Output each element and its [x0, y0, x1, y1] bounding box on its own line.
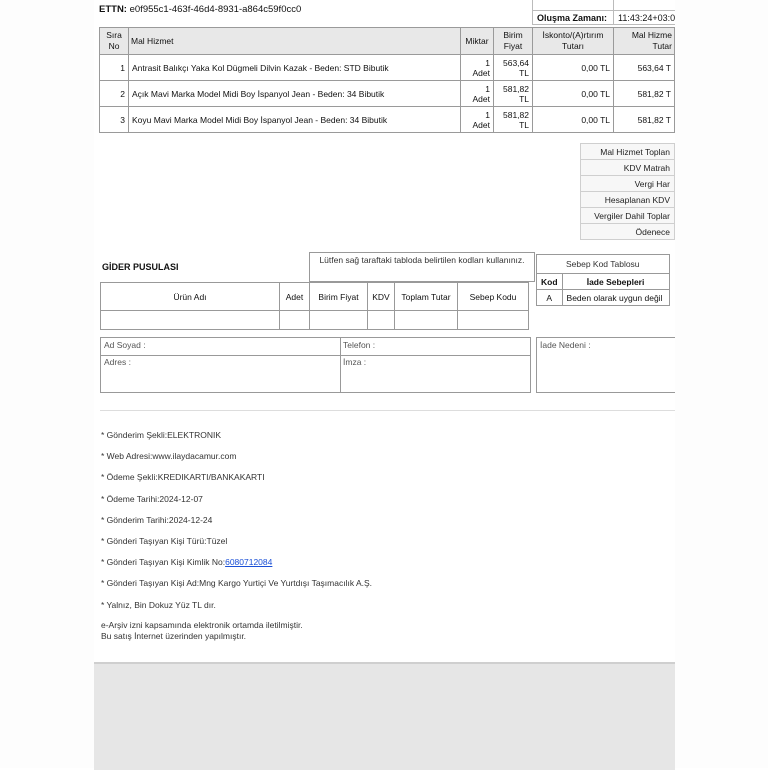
gider-note: Lütfen sağ taraftaki tabloda belirtilen kodları kullanınız. — [309, 252, 535, 282]
summary-hesaplanan-kdv: Hesaplanan KDV — [581, 192, 675, 208]
invoice-document — [94, 0, 675, 662]
row-price: 581,82 TL — [494, 107, 533, 133]
note-tasiyan-turu: * Gönderi Taşıyan Kişi Türü:Tüzel — [101, 535, 228, 546]
imza-label: İmza : — [343, 357, 367, 367]
olusma-label: Oluşma Zamanı: — [533, 11, 614, 25]
col-sebep-kodu: Sebep Kodu — [458, 283, 529, 311]
summary-kdv-matrah: KDV Matrah — [581, 160, 675, 176]
row-total: 563,64 T — [614, 55, 675, 81]
col-toplam-tutar: Toplam Tutar — [395, 283, 458, 311]
row-name: Antrasit Balıkçı Yaka Kol Dügmeli Dilvin Kazak - Beden: STD Bibutik — [129, 55, 461, 81]
contact-box — [100, 337, 531, 393]
col-adet: Adet — [280, 283, 310, 311]
table-row — [537, 290, 670, 306]
col-birim-fiyat: Birim Fiyat — [310, 283, 368, 311]
gider-header-row — [101, 283, 529, 311]
iade-nedeni-box — [536, 337, 675, 393]
note-gonderim-sekli: * Gönderim Şekli:ELEKTRONIK — [101, 430, 221, 440]
ettn-label: ETTN: — [99, 4, 127, 15]
note-odeme-sekli: * Ödeme Şekli:KREDIKARTI/BANKAKARTI — [101, 472, 265, 483]
row-no: 2 — [100, 81, 129, 107]
sebep-kod-table — [536, 254, 670, 306]
summary-vergiler-dahil: Vergiler Dahil Toplar — [581, 208, 675, 224]
row-no: 3 — [100, 107, 129, 133]
summary-mal-hizmet: Mal Hizmet Toplan — [581, 144, 675, 160]
ettn-line — [99, 4, 301, 15]
row-total: 581,82 T — [614, 81, 675, 107]
row-qty: 1 Adet — [461, 81, 494, 107]
kimlik-no-link[interactable]: 6080712084 — [225, 557, 273, 568]
summary-odenecek: Ödenece — [581, 224, 675, 240]
gider-empty-row — [101, 311, 529, 330]
col-tutar: Mal Hizme Tutar — [614, 28, 675, 55]
summary-vergi-haric: Vergi Har — [581, 176, 675, 192]
sebep-kod: A — [537, 290, 563, 306]
row-qty: 1 Adet — [461, 107, 494, 133]
table-row — [100, 81, 675, 107]
table-row — [100, 107, 675, 133]
notes-list — [101, 430, 372, 621]
table-row — [100, 55, 675, 81]
row-total: 581,82 T — [614, 107, 675, 133]
row-name: Açık Mavi Marka Model Midi Boy İspanyol Jean - Beden: 34 Bibutik — [129, 81, 461, 107]
bottom-grey-area — [94, 662, 675, 770]
right-background — [675, 0, 768, 768]
row-discount: 0,00 TL — [533, 107, 614, 133]
note-odeme-tarihi: * Ödeme Tarihi:2024-12-07 — [101, 493, 203, 504]
gider-pusulasi-title: GİDER PUSULASI — [102, 262, 179, 272]
col-mal-hizmet: Mal Hizmet — [129, 28, 461, 55]
col-urun-adi: Ürün Adı — [101, 283, 280, 311]
ad-soyad-label: Ad Soyad : — [104, 340, 146, 350]
row-discount: 0,00 TL — [533, 55, 614, 81]
col-kod: Kod — [537, 274, 563, 290]
ettn-value: e0f955c1-463f-46d4-8931-a864c59f0cc0 — [129, 4, 302, 15]
note-tasiyan-ad: * Gönderi Taşıyan Kişi Ad:Mng Kargo Yurtiçi Ve Yurtdışı Taşımacılık A.Ş. — [101, 578, 373, 589]
note-yalniz: * Yalnız, Bin Dokuz Yüz TL dır. — [101, 599, 216, 610]
row-discount: 0,00 TL — [533, 81, 614, 107]
col-iskonto: İskonto/(A)rtırım Tutarı — [533, 28, 614, 55]
divider — [100, 410, 675, 411]
col-birim-fiyat: Birim Fiyat — [494, 28, 533, 55]
internet-text: Bu satış İnternet üzerinden yapılmıştır. — [101, 631, 247, 641]
summary-table — [580, 143, 675, 240]
sebep-caption: Sebep Kod Tablosu — [537, 255, 670, 274]
adres-label: Adres : — [104, 357, 131, 367]
sebep-text: Beden olarak uygun değil — [562, 290, 669, 306]
items-table — [99, 27, 675, 133]
row-qty: 1 Adet — [461, 55, 494, 81]
row-price: 581,82 TL — [494, 81, 533, 107]
kimlik-label: * Gönderi Taşıyan Kişi Kimlik No: — [101, 557, 226, 568]
col-kdv: KDV — [368, 283, 395, 311]
left-background — [0, 0, 94, 768]
items-header-row — [100, 28, 675, 55]
note-kimlik-no — [101, 557, 372, 578]
col-miktar: Miktar — [461, 28, 494, 55]
earsiv-text: e-Arşiv izni kapsamında elektronik ortamda iletilmiştir. — [101, 620, 303, 630]
timestamp-box — [532, 0, 675, 22]
col-iade-sebepleri: İade Sebepleri — [562, 274, 669, 290]
note-gonderim-tarihi: * Gönderim Tarihi:2024-12-24 — [101, 514, 213, 525]
row-no: 1 — [100, 55, 129, 81]
iade-nedeni-label: İade Nedeni : — [540, 340, 591, 350]
row-name: Koyu Mavi Marka Model Midi Boy İspanyol Jean - Beden: 34 Bibutik — [129, 107, 461, 133]
gider-table — [100, 282, 529, 330]
note-web-adresi: * Web Adresi:www.ilaydacamur.com — [101, 451, 237, 462]
row-price: 563,64 TL — [494, 55, 533, 81]
olusma-value: 11:43:24+03:0 — [614, 11, 676, 25]
col-sira: Sıra No — [100, 28, 129, 55]
telefon-label: Telefon : — [343, 340, 376, 350]
footer-text — [101, 620, 303, 642]
